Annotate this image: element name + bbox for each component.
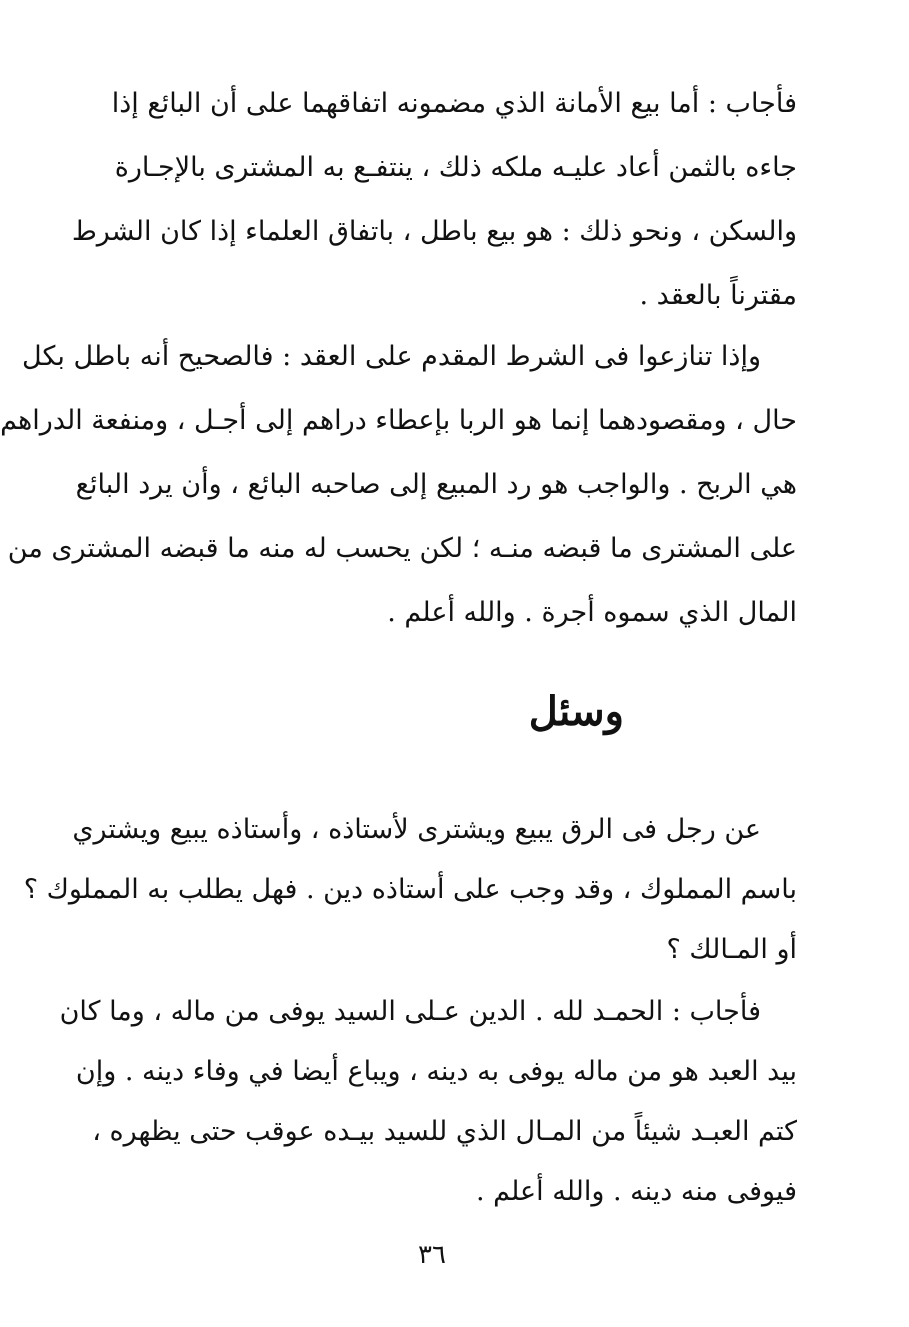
text-line: أو المـالك ؟ xyxy=(666,934,797,965)
answer-paragraph-3 xyxy=(59,982,797,1222)
text-line: باسم المملوك ، وقد وجب على أستاذه دين . فهل يطلب به المملوك ؟ xyxy=(23,874,797,905)
text-line: وإذا تنازعوا فى الشرط المقدم على العقد : فالصحيح أنه باطل بكل xyxy=(22,341,761,372)
answer-paragraph-1 xyxy=(71,72,797,328)
text-line: بيد العبد هو من ماله يوفى به دينه ، ويباع أيضا في وفاء دينه . وإن xyxy=(75,1056,797,1087)
text-line: جاءه بالثمن أعاد عليـه ملكه ذلك ، ينتفـع به المشترى بالإجـارة xyxy=(114,152,797,183)
text-line: حال ، ومقصودهما إنما هو الربا بإعطاء دراهم إلى أجـل ، ومنفعة الدراهم xyxy=(0,405,797,436)
text-line: مقترناً بالعقد . xyxy=(639,280,797,311)
text-line: هي الربح . والواجب هو رد المبيع إلى صاحبه البائع ، وأن يرد البائع xyxy=(75,469,797,500)
question-paragraph xyxy=(23,800,797,980)
text-line: فيوفى منه دينه . والله أعلم . xyxy=(475,1176,797,1207)
text-line: المال الذي سموه أجرة . والله أعلم . xyxy=(387,597,797,628)
answer-paragraph-2 xyxy=(0,325,797,645)
text-line: على المشترى ما قبضه منـه ؛ لكن يحسب له منه ما قبضه المشترى من xyxy=(7,533,797,564)
text-line: كتم العبـد شيئاً من المـال الذي للسيد بيـده عوقب حتى يظهره ، xyxy=(92,1116,797,1147)
page-number: ٣٦ xyxy=(418,1240,446,1270)
section-heading: وسئل xyxy=(528,688,624,735)
text-line: فأجاب : أما بيع الأمانة الذي مضمونه اتفاقهما على أن البائع إذا xyxy=(111,88,797,119)
text-line: فأجاب : الحمـد لله . الدين عـلى السيد يوفى من ماله ، وما كان xyxy=(59,996,761,1027)
text-line: والسكن ، ونحو ذلك : هو بيع باطل ، باتفاق العلماء إذا كان الشرط xyxy=(71,216,797,247)
text-line: عن رجل فى الرق يبيع ويشترى لأستاذه ، وأستاذه يبيع ويشتري xyxy=(72,814,761,845)
